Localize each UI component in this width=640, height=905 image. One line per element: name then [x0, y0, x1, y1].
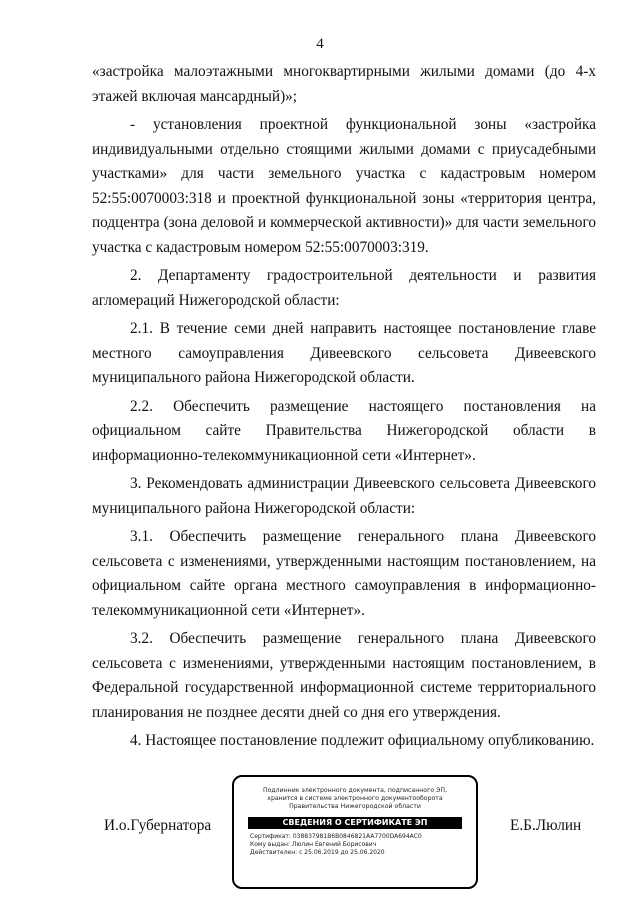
- stamp-certificate-bar: СВЕДЕНИЯ О СЕРТИФИКАТЕ ЭП: [248, 817, 462, 829]
- signatory-title: И.о.Губернатора: [104, 817, 212, 834]
- paragraph-item-2: 2. Департаменту градостроительной деятельности и развития агломераций Нижегородской области:: [92, 267, 596, 309]
- electronic-signature-stamp: [232, 775, 478, 889]
- stamp-header-line: хранится в системе электронного документооборота: [267, 795, 443, 802]
- stamp-certificate-number: Сертификат: 038837981B6B0846821AA7700DA694AC0: [250, 833, 422, 840]
- paragraph-item-3: 3. Рекомендовать администрации Дивеевского сельсовета Дивеевского муниципального района Нижегородской области:: [92, 475, 596, 517]
- stamp-header-line: Правительства Нижегородской области: [289, 803, 421, 810]
- document-body: [92, 60, 596, 758]
- paragraph-item-3-1: 3.1. Обеспечить размещение генерального плана Дивеевского сельсовета с изменениями, утвержденными настоящим постановлением, на официальном сайте органа местного самоуправления в информационно-телекоммуникационной сети «Интернет».: [92, 528, 596, 619]
- page-number: 4: [316, 36, 324, 52]
- stamp-header-line: Подлинник электронного документа, подписанного ЭП,: [262, 787, 448, 794]
- paragraph-item-4: 4. Настоящее постановление подлежит официальному опубликованию.: [130, 732, 595, 749]
- stamp-validity: Действителен: с 25.06.2019 до 25.06.2020: [250, 849, 385, 856]
- paragraph-item-3-2: 3.2. Обеспечить размещение генерального плана Дивеевского сельсовета с изменениями, утвержденными настоящим постановлением, в Федеральной государственной информационной системе территориального планирования не позднее десяти дней со дня его утверждения.: [92, 630, 596, 721]
- signatory-name: Е.Б.Люлин: [510, 817, 582, 834]
- stamp-details: [234, 833, 476, 857]
- paragraph-item-2-1: 2.1. В течение семи дней направить настоящее постановление главе местного самоуправления Дивеевского сельсовета Дивеевского муниципального района Нижегородской области.: [92, 320, 596, 386]
- stamp-issued-to: Кому выдан: Люлин Евгений Борисович: [250, 841, 377, 848]
- paragraph-zone-continuation: «застройка малоэтажными многоквартирными жилыми домами (до 4-х этажей включая мансардный)»;: [92, 63, 596, 105]
- stamp-header: [234, 787, 476, 811]
- paragraph-item-2-2: 2.2. Обеспечить размещение настоящего постановления на официальном сайте Правительства Нижегородской области в информационно-телекоммуникационной сети «Интернет».: [92, 397, 596, 464]
- paragraph-zone-establishment: - установления проектной функциональной зоны «застройка индивидуальными отдельно стоящими жилыми домами с приусадебными участками» для части земельного участка с кадастровым номером 52:55:0070003:318 и проектной функциональной зоны «территория центра, подцентра (зона деловой и коммерческой активности)» для части земельного участка с кадастровым номером 52:55:0070003:319.: [92, 116, 596, 256]
